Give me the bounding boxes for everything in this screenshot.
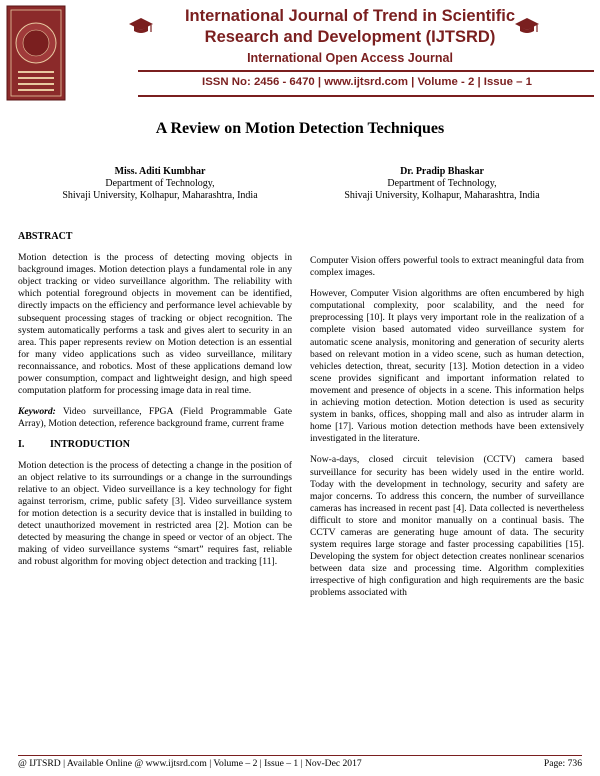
author-dept: Department of Technology, <box>105 178 215 189</box>
page-footer <box>18 758 582 769</box>
right-paragraph-1: Computer Vision offers powerful tools to extract meaningful data from complex images. <box>310 255 584 279</box>
abstract-text: Motion detection is the process of detecting moving objects in background images. Motion detection plays a fundamental role in any object tracking or video surveillance algorithm. The reliability with which potential foreground objects in movement can be identified, directly impacts on the efficiency and performance level achievable by subsequent processing stages of tracking or object recognition. The system automatically performs a task and gives alert to security in an area. This paper represents review on Motion detection is an essential for many video applications such as video surveillance, military reconnaissance, and robotics. Most of these applications demand low power consumption, compact and lightweight design, and high speed computation platform for processing image data in real time. <box>18 252 292 397</box>
right-column <box>310 255 584 609</box>
journal-title-line1: International Journal of Trend in Scientific <box>184 7 516 25</box>
intro-heading <box>18 439 292 451</box>
author-block <box>302 166 582 202</box>
footer-rule <box>18 755 582 756</box>
keywords <box>18 406 292 430</box>
footer-left: @ IJTSRD | Available Online @ www.ijtsrd.com | Volume – 2 | Issue – 1 | Nov-Dec 2017 <box>18 758 362 769</box>
author-affiliation: Shivaji University, Kolhapur, Maharashtra, India <box>344 190 540 201</box>
abstract-heading: ABSTRACT <box>18 231 73 242</box>
paper-title: A Review on Motion Detection Techniques <box>155 120 445 137</box>
right-paragraph-2: However, Computer Vision algorithms are often encumbered by high computational complexity, poor scalability, and the need for preprocessing [10]. It plays very important role in the realization of a complete vision based automated video surveillance system for automatic scene analysis, monitoring and generation of security alerts based on relevant motion in a video scene, such as human detection, vehicles detection, threat, security [13]. Motion detection in a video scene provides significant and important information related to movement and presence of objects in a scene. This information helps in achieving motion detection. Motion detection is used as security system in banks, offices, shopping mall and also as intruder alarm in home [17]. Various motion detection methods have been extensively investigated in the literature. <box>310 288 584 445</box>
header-rule-bottom <box>138 95 594 97</box>
issn-line: ISSN No: 2456 - 6470 | www.ijtsrd.com | Volume - 2 | Issue – 1 <box>202 76 532 88</box>
right-paragraph-3: Now-a-days, closed circuit television (CCTV) camera based surveillance for security has been widely used in the entire world. Today with the development in technology, security and safety are major concerns. To address this concern, the number of surveillance cameras has increased in recent past [4]. Data collected is nevertheless difficult to store and monitor manually on a continual basis. The CCTV cameras are generating huge amount of data. The security system requires large storage and faster processing capabilities [15]. Developing the system for object detection creates nonlinear scenarios between data size and processing time. Algorithm complexities irrespective of high configuration and high requirements are the basic problems associated with <box>310 454 584 599</box>
author-name: Miss. Aditi Kumbhar <box>114 166 206 177</box>
page-number: Page: 736 <box>543 758 582 769</box>
intro-number: I. <box>18 439 25 451</box>
author-dept: Department of Technology, <box>387 178 497 189</box>
journal-title <box>150 6 550 48</box>
left-column <box>18 231 292 577</box>
journal-logo <box>6 5 66 101</box>
journal-subtitle: International Open Access Journal <box>247 51 453 65</box>
keywords-text: Video surveillance, FPGA (Field Programmable Gate Array), Motion detection, reference background frame, current frame <box>18 406 292 430</box>
author-name: Dr. Pradip Bhaskar <box>400 166 484 177</box>
journal-title-line2: Research and Development (IJTSRD) <box>204 28 496 46</box>
intro-title: INTRODUCTION <box>50 439 131 451</box>
author-block <box>20 166 300 202</box>
intro-paragraph: Motion detection is the process of detecting a change in the position of an object relative to its surroundings or a change in the surroundings relative to an object. Video surveillance is a key technology for fight against terrorism, crime, public safety [3]. Video surveillance system for motion detection is a security device that is installed in building to detect unauthorized movement in restricted area [2]. Motion can be detected by measuring the change in speed or vector of an object. The making of video surveillance systems “smart” requires fast, reliable and robust algorithm for moving object detection and tracking [11]. <box>18 459 292 568</box>
header-rule-top <box>138 70 594 72</box>
author-affiliation: Shivaji University, Kolhapur, Maharashtra, India <box>62 190 258 201</box>
keywords-label: Keyword: <box>18 406 56 418</box>
